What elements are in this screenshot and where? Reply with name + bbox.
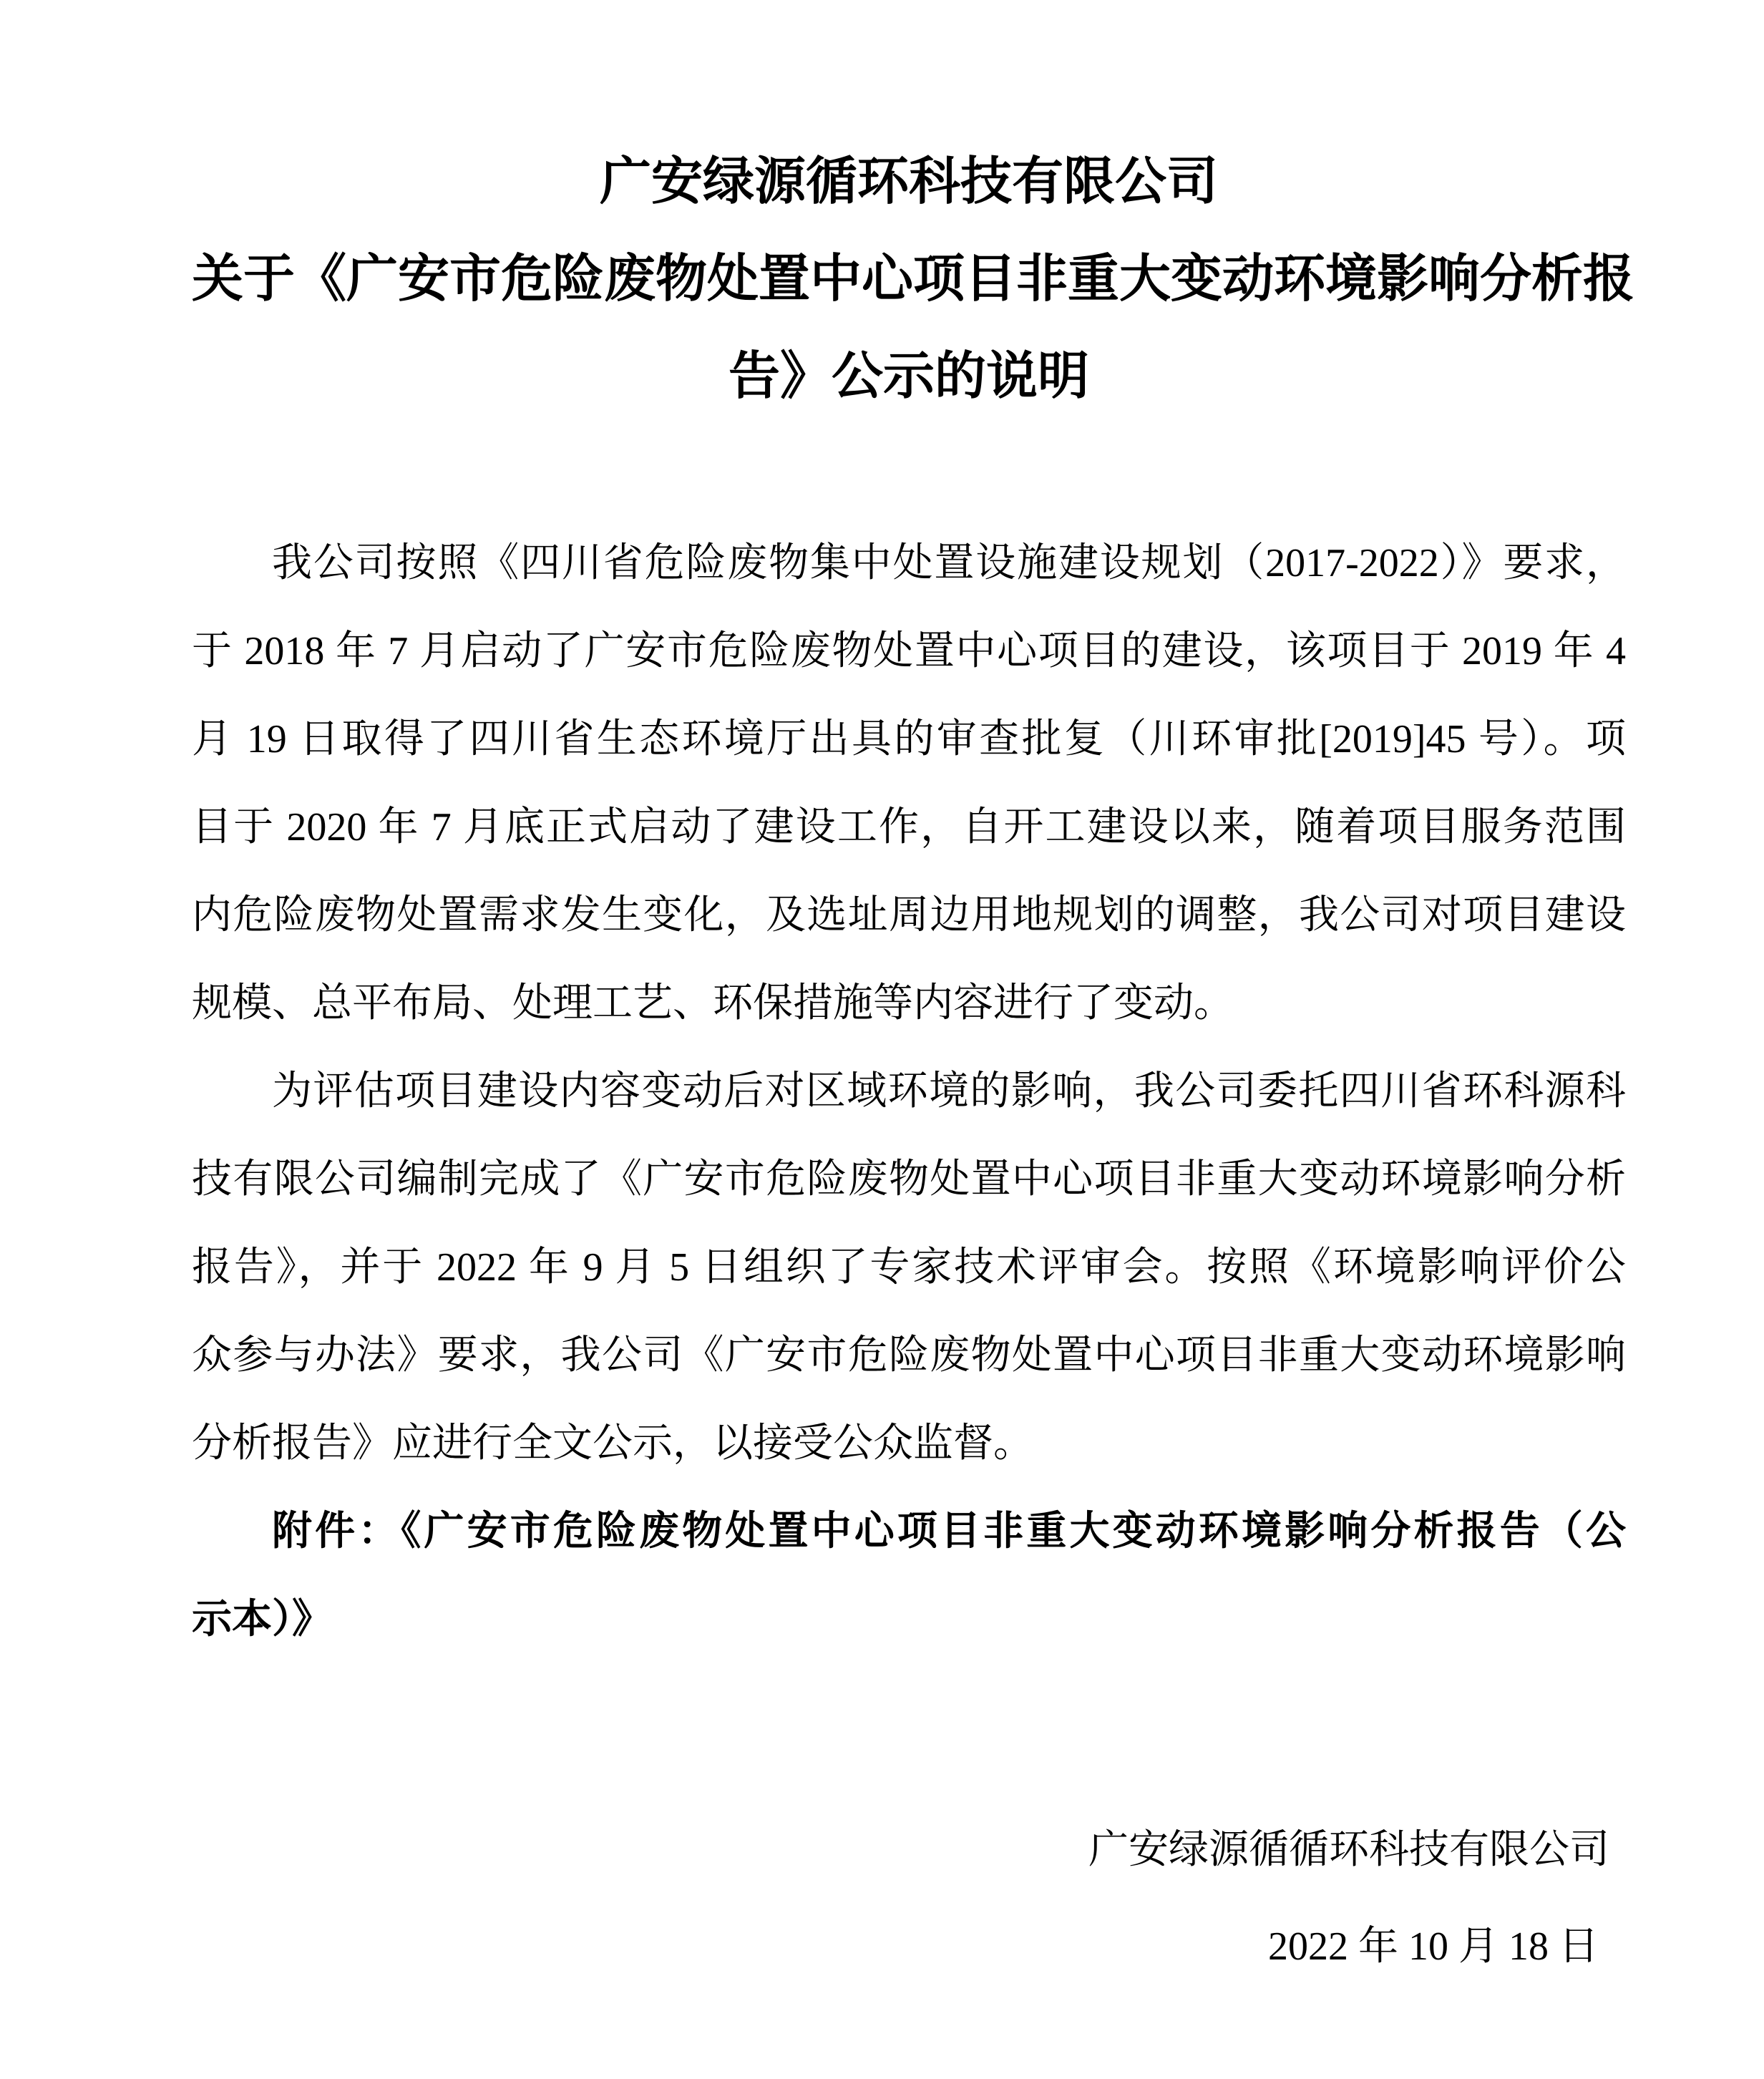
document-title [192,0,1635,425]
attachment-paragraph [192,1488,1626,1664]
paragraph-2 [192,1048,1626,1488]
doc-subtitle-line-2: 告》公示的说明 [728,348,1089,405]
paragraph-line: 报告》，并于 2022 年 9 月 5 日组织了专家技术评审会。按照《环境影响评价公 [192,1245,1626,1290]
paragraph-line: 目于 2020 年 7 月底正式启动了建设工作，自开工建设以来，随着项目服务范围 [192,805,1626,849]
attachment-line: 示本）》 [192,1597,332,1642]
paragraph-line: 分析报告》应进行全文公示，以接受公众监督。 [192,1421,1033,1466]
paragraph-line: 月 19 日取得了四川省生态环境厅出具的审查批复（川环审批[2019]45 号）。项 [192,717,1626,761]
paragraph-line: 众参与办法》要求，我公司《广安市危险废物处置中心项目非重大变动环境影响 [192,1333,1626,1378]
paragraph-line: 我公司按照《四川省危险废物集中处置设施建设规划（2017-2022）》要求， [272,541,1626,585]
paragraph-line: 于 2018 年 7 月启动了广安市危险废物处置中心项目的建设，该项目于 2019 年 4 [192,629,1626,673]
attachment-line: 附件：《广安市危险废物处置中心项目非重大变动环境影响分析报告（公 [272,1509,1626,1554]
company-name-title: 广安绿源循环科技有限公司 [599,153,1218,210]
document-body [192,520,1626,1664]
signature-company: 广安绿源循循环科技有限公司 [1088,1828,1609,1872]
paragraph-line: 规模、总平布局、处理工艺、环保措施等内容进行了变动。 [192,981,1234,1026]
signature-date: 2022 年 10 月 18 日 [1268,1924,1599,1969]
paragraph-1 [192,520,1626,1048]
paragraph-line: 技有限公司编制完成了《广安市危险废物处置中心项目非重大变动环境影响分析 [192,1157,1626,1202]
doc-subtitle-line-1: 关于《广安市危险废物处置中心项目非重大变动环境影响分析报 [192,250,1635,308]
paragraph-line: 内危险废物处置需求发生变化，及选址周边用地规划的调整，我公司对项目建设 [192,893,1626,938]
paragraph-line: 为评估项目建设内容变动后对区域环境的影响，我公司委托四川省环科源科 [272,1069,1626,1114]
